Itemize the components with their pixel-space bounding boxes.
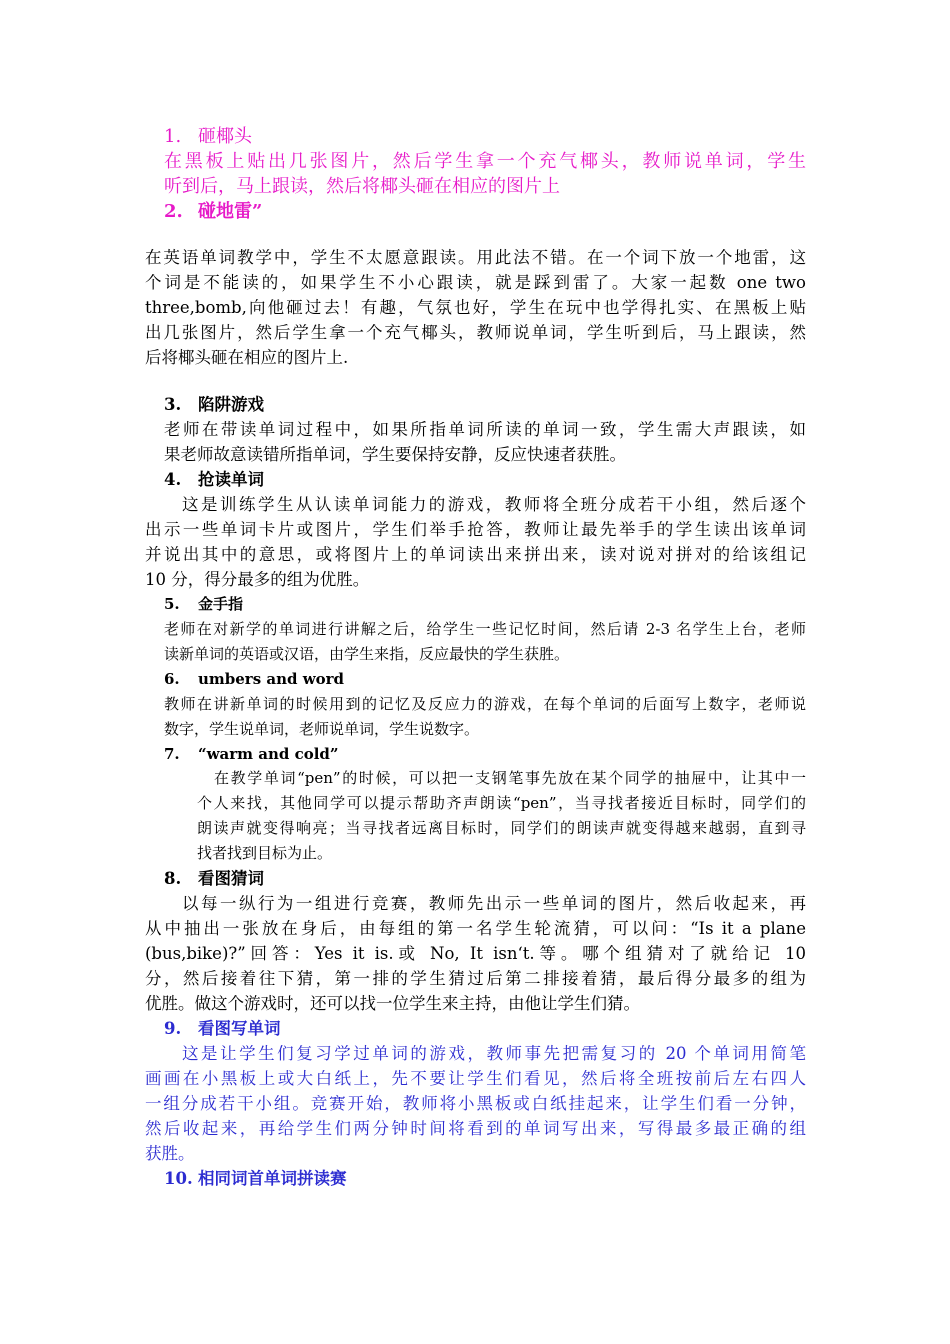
body-line: 画画在小黑板上或大白纸上，先不要让学生们看见，然后将全班按前后左右四人 xyxy=(145,1069,806,1088)
body-line: 后将椰头砸在相应的图片上. xyxy=(145,348,349,367)
section-7-heading xyxy=(164,747,339,762)
body-line: 数字，学生说单词，老师说单词，学生说数字。 xyxy=(164,720,480,738)
body-line: 从中抽出一张放在身后，由每组的第一名学生轮流猜，可以问：“Is it a plane xyxy=(145,919,806,938)
body-line: 在英语单词教学中，学生不太愿意跟读。用此法不错。在一个词下放一个地雷，这 xyxy=(145,248,806,267)
body-line: 在教学单词“pen”的时候，可以把一支钢笔事先放在某个同学的抽屉中，让其中一 xyxy=(214,769,806,787)
section-number: 1. xyxy=(164,126,182,147)
section-9-heading xyxy=(164,1021,281,1038)
body-line: 个人来找，其他同学可以提示帮助齐声朗读“pen”，当寻找者接近目标时，同学们的 xyxy=(197,794,806,812)
body-line: 并说出其中的意思，或将图片上的单词读出来拼出来，读对说对拼对的给该组记 xyxy=(145,545,806,564)
section-number: 7. xyxy=(164,745,180,763)
section-6-heading xyxy=(164,672,344,687)
section-number: 10. xyxy=(164,1169,193,1188)
section-3-heading xyxy=(164,397,264,414)
body-line: 获胜。 xyxy=(145,1144,195,1163)
body-line: 老师在对新学的单词进行讲解之后，给学生一些记忆时间，然后请 2-3 名学生上台，老师 xyxy=(164,620,806,638)
body-line: 在黑板上贴出几张图片，然后学生拿一个充气椰头，教师说单词，学生 xyxy=(164,151,806,172)
section-number: 9. xyxy=(164,1019,182,1038)
body-line: 果老师故意读错所指单词，学生要保持安静，反应快速者获胜。 xyxy=(164,445,626,464)
body-line: 读新单词的英语或汉语，由学生来指，反应最快的学生获胜。 xyxy=(164,645,570,663)
body-line: 然后收起来，再给学生们两分钟时间将看到的单词写出来，写得最多最正确的组 xyxy=(145,1119,806,1138)
section-title: umbers and word xyxy=(198,670,345,688)
section-title: 陷阱游戏 xyxy=(198,395,264,414)
section-number: 5. xyxy=(164,595,180,613)
body-line: 听到后，马上跟读，然后将椰头砸在相应的图片上 xyxy=(164,176,560,197)
body-line: 出示一些单词卡片或图片，学生们举手抢答，教师让最先举手的学生读出该单词 xyxy=(145,520,806,539)
section-number: 3. xyxy=(164,395,182,414)
body-line: 分，然后接着往下猜，第一排的学生猜过后第二排接着猜，最后得分最多的组为 xyxy=(145,969,806,988)
body-line: 优胜。做这个游戏时，还可以找一位学生来主持，由他让学生们猜。 xyxy=(145,994,640,1013)
section-10-heading xyxy=(164,1171,347,1188)
section-title: 砸椰头 xyxy=(198,126,252,147)
body-line: 教师在讲新单词的时候用到的记忆及反应力的游戏，在每个单词的后面写上数字，老师说 xyxy=(164,695,806,713)
section-title: 金手指 xyxy=(198,595,244,613)
body-line: 一组分成若干小组。竞赛开始，教师将小黑板或白纸挂起来，让学生们看一分钟， xyxy=(145,1094,806,1113)
section-8-heading xyxy=(164,871,264,888)
section-title: “warm and cold” xyxy=(198,745,339,763)
section-number: 8. xyxy=(164,869,182,888)
section-number: 6. xyxy=(164,670,180,688)
section-1-heading xyxy=(164,128,252,146)
section-number: 4. xyxy=(164,470,182,489)
body-line: 这是训练学生从认读单词能力的游戏，教师将全班分成若干小组，然后逐个 xyxy=(182,495,806,514)
body-line: three,bomb,向他砸过去！有趣，气氛也好，学生在玩中也学得扎实、在黑板上贴 xyxy=(145,298,806,317)
body-line: (bus,bike)?”回答：Yes it is.或 No, It isn‘t.等。哪个组猜对了就给记 10 xyxy=(145,944,806,963)
section-title: 相同词首单词拼读赛 xyxy=(198,1169,347,1188)
section-title: 碰地雷” xyxy=(198,201,263,222)
body-line: 10 分，得分最多的组为优胜。 xyxy=(145,570,370,589)
section-title: 看图写单词 xyxy=(198,1019,281,1038)
section-2-heading xyxy=(164,203,262,221)
body-line: 出几张图片，然后学生拿一个充气椰头，教师说单词，学生听到后，马上跟读，然 xyxy=(145,323,806,342)
body-line: 个词是不能读的，如果学生不小心跟读，就是踩到雷了。大家一起数 one two xyxy=(145,273,806,292)
body-line: 朗读声就变得响亮；当寻找者远离目标时，同学们的朗读声就变得越来越弱，直到寻 xyxy=(197,819,806,837)
body-line: 以每一纵行为一组进行竞赛，教师先出示一些单词的图片，然后收起来，再 xyxy=(182,894,806,913)
section-4-heading xyxy=(164,472,264,489)
section-title: 看图猜词 xyxy=(198,869,264,888)
body-line: 这是让学生们复习学过单词的游戏，教师事先把需复习的 20 个单词用简笔 xyxy=(182,1044,806,1063)
body-line: 老师在带读单词过程中，如果所指单词所读的单词一致，学生需大声跟读，如 xyxy=(164,420,806,439)
section-5-heading xyxy=(164,597,243,612)
body-line: 找者找到目标为止。 xyxy=(197,844,333,862)
section-title: 抢读单词 xyxy=(198,470,264,489)
section-number: 2. xyxy=(164,201,183,222)
